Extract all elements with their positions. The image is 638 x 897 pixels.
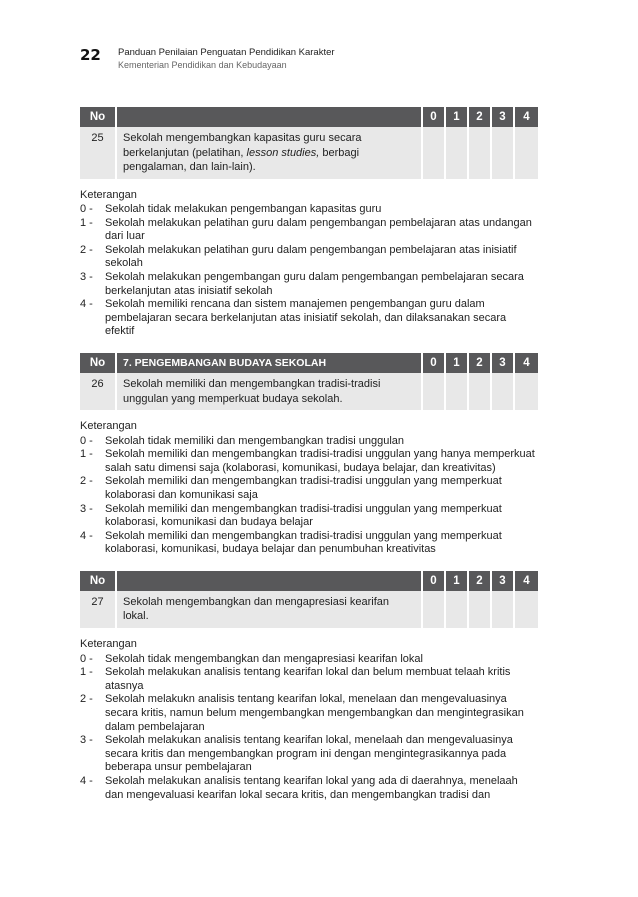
column-header-score-3: 3 (491, 571, 514, 591)
legend-text: Sekolah tidak mengembangkan dan mengapresiasi kearifan lokal (105, 652, 423, 665)
score-cell-4[interactable] (514, 591, 538, 628)
document-title: Panduan Penilaian Penguatan Pendidikan Karakter (118, 47, 335, 58)
item-number: 25 (80, 127, 116, 179)
legend-text: Sekolah memiliki dan mengembangkan tradisi-tradisi unggulan yang memperkuat kolaborasi dan komunikasi saja (105, 475, 502, 501)
legend-text: Sekolah tidak melakukan pengembangan kapasitas guru (105, 203, 382, 216)
section-spacer (80, 557, 538, 571)
score-cell-3[interactable] (491, 127, 514, 179)
legend-text: Sekolah melakukan pelatihan guru dalam pengembangan pembelajaran atas undangan dari luar (105, 216, 532, 243)
item-statement-text: Sekolah mengembangkan kapasitas guru secara berkelanjutan (pelatihan, (123, 132, 362, 159)
column-header-score-2: 2 (468, 571, 491, 591)
table-row (80, 127, 538, 179)
section-spacer (80, 339, 538, 353)
section-item-26 (80, 353, 538, 557)
item-number: 26 (80, 373, 116, 410)
legend-key: 1 - (80, 666, 93, 679)
item-number: 27 (80, 591, 116, 628)
score-cell-0[interactable] (422, 373, 445, 410)
legend-text: Sekolah melakukn analisis tentang kearifan lokal, menelaan dan mengevaluasinya secara kritis, namun belum mengembangkan mengembangkan dan mengintegrasikan dalam pembelajaran (105, 693, 524, 733)
legend-item (80, 530, 538, 557)
column-header-score-4: 4 (514, 107, 538, 127)
column-header-score-2: 2 (468, 353, 491, 373)
score-cell-4[interactable] (514, 127, 538, 179)
legend (80, 638, 538, 802)
header-text (118, 46, 518, 72)
legend-key: 0 - (80, 434, 93, 447)
legend-text: Sekolah melakukan analisis tentang kearifan lokal dan belum membuat telaah kritis atasnya (105, 666, 511, 692)
legend-item (80, 298, 538, 339)
legend (80, 189, 538, 340)
column-header-score-2: 2 (468, 107, 491, 127)
legend-key: 0 - (80, 203, 93, 216)
legend-key: 2 - (80, 693, 93, 706)
score-cell-1[interactable] (445, 373, 468, 410)
document-publisher: Kementerian Pendidikan dan Kebudayaan (118, 60, 287, 70)
score-cell-4[interactable] (514, 373, 538, 410)
legend-title: Keterangan (80, 188, 137, 201)
score-table (80, 107, 538, 179)
column-header-score-4: 4 (514, 353, 538, 373)
page-content (80, 107, 538, 802)
column-header-score-1: 1 (445, 353, 468, 373)
item-statement-text: Sekolah memiliki dan mengembangkan tradisi-tradisi unggulan yang memperkuat budaya sekolah. (123, 378, 381, 405)
legend-title: Keterangan (80, 420, 137, 433)
column-header-title (116, 571, 422, 591)
score-cell-3[interactable] (491, 591, 514, 628)
legend-item (80, 203, 538, 217)
legend-text: Sekolah memiliki dan mengembangkan tradisi-tradisi unggulan yang hanya memperkuat salah satu dimensi saja (kolaborasi, komunikasi, budaya belajar, dan kreativitas) (105, 448, 535, 474)
score-cell-1[interactable] (445, 127, 468, 179)
legend-key: 4 - (80, 529, 93, 542)
legend-key: 1 - (80, 216, 93, 229)
score-table (80, 353, 538, 410)
item-statement (116, 373, 422, 410)
legend-key: 0 - (80, 652, 93, 665)
legend-text: Sekolah melakukan pengembangan guru dalam pengembangan pembelajaran secara berkelanjutan atas inisiatif sekolah (105, 271, 524, 297)
legend-text: Sekolah memiliki dan mengembangkan tradisi-tradisi unggulan yang memperkuat kolaborasi, komunikasi dan budaya belajar (105, 502, 502, 529)
score-cell-2[interactable] (468, 127, 491, 179)
legend-item (80, 503, 538, 530)
legend-text: Sekolah melakukan pelatihan guru dalam pengembangan pembelajaran atas inisiatif sekolah (105, 243, 517, 270)
score-cell-1[interactable] (445, 591, 468, 628)
legend-item (80, 244, 538, 271)
score-cell-2[interactable] (468, 373, 491, 410)
column-header-score-0: 0 (422, 571, 445, 591)
score-cell-0[interactable] (422, 591, 445, 628)
page-number: 22 (80, 46, 101, 64)
column-header-score-0: 0 (422, 353, 445, 373)
legend-item (80, 653, 538, 667)
score-cell-2[interactable] (468, 591, 491, 628)
column-header-score-4: 4 (514, 571, 538, 591)
legend-item (80, 435, 538, 449)
table-header-row (80, 353, 538, 373)
item-statement (116, 127, 422, 179)
legend-item (80, 693, 538, 734)
legend-text: Sekolah memiliki dan mengembangkan tradisi-tradisi unggulan yang memperkuat kolaborasi, komunikasi, budaya belajar dan penumbuhan kreativitas (105, 529, 502, 556)
legend-text: Sekolah tidak memiliki dan mengembangkan tradisi unggulan (105, 434, 405, 447)
legend-key: 4 - (80, 298, 93, 311)
column-header-title (116, 107, 422, 127)
legend-item (80, 448, 538, 475)
legend (80, 420, 538, 557)
item-statement-italic: lesson studies, (246, 146, 320, 159)
legend-item (80, 666, 538, 693)
column-header-score-0: 0 (422, 107, 445, 127)
legend-key: 4 - (80, 774, 93, 787)
legend-text: Sekolah melakukan analisis tentang kearifan lokal, menelaah dan mengevaluasinya secara kritis dan mengembangkan program ini dengan mengintegrasikannya pada beberapa unsur pembelajaran (105, 734, 513, 774)
legend-key: 2 - (80, 243, 93, 256)
column-header-no: No (80, 571, 116, 591)
column-header-score-3: 3 (491, 353, 514, 373)
table-row (80, 591, 538, 628)
column-header-score-3: 3 (491, 107, 514, 127)
table-header-row (80, 571, 538, 591)
item-statement-text: Sekolah mengembangkan dan mengapresiasi kearifan lokal. (123, 595, 390, 623)
legend-item (80, 271, 538, 298)
score-cell-3[interactable] (491, 373, 514, 410)
table-row (80, 373, 538, 410)
score-cell-0[interactable] (422, 127, 445, 179)
legend-text: Sekolah memiliki rencana dan sistem manajemen pengembangan guru dalam pembelajaran secara berkelanjutan atas inisiatif sekolah, dan dilaksanakan secara efektif (105, 298, 507, 338)
column-header-title: 7. PENGEMBANGAN BUDAYA SEKOLAH (116, 353, 422, 373)
legend-item (80, 734, 538, 775)
legend-item (80, 475, 538, 502)
column-header-score-1: 1 (445, 107, 468, 127)
column-header-no: No (80, 107, 116, 127)
legend-key: 3 - (80, 734, 93, 747)
column-header-no: No (80, 353, 116, 373)
item-statement (116, 591, 422, 628)
legend-item (80, 775, 538, 802)
legend-title: Keterangan (80, 637, 137, 650)
item-statement-text-end: berbagi pengalaman, dan lain-lain). (123, 146, 360, 173)
section-item-25 (80, 107, 538, 339)
legend-key: 2 - (80, 475, 93, 488)
column-header-score-1: 1 (445, 571, 468, 591)
legend-key: 3 - (80, 502, 93, 515)
score-table (80, 571, 538, 628)
legend-text: Sekolah melakukan analisis tentang kearifan lokal yang ada di daerahnya, menelaah dan mengevaluasi kearifan lokal secara kritis, dan mengembangkan tradisi dan (105, 774, 518, 801)
table-header-row (80, 107, 538, 127)
legend-key: 1 - (80, 448, 93, 461)
section-item-27 (80, 571, 538, 802)
legend-key: 3 - (80, 271, 93, 284)
legend-item (80, 217, 538, 244)
